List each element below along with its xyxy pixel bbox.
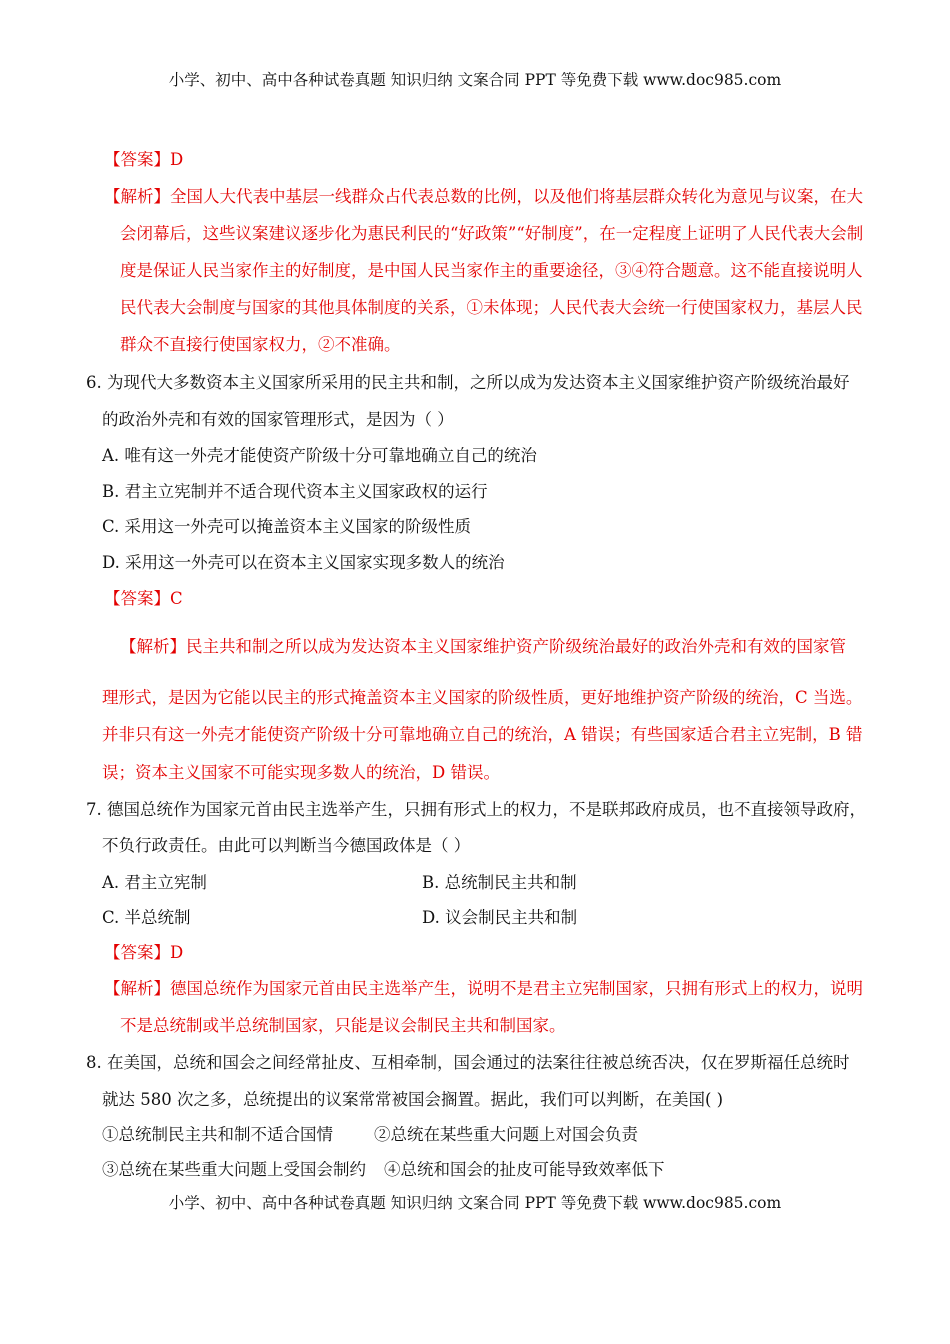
- answer-label: 【答案】D: [104, 943, 184, 962]
- question-6-stem: 6. 为现代大多数资本主义国家所采用的民主共和制，之所以成为发达资本主义国家维护资产阶级统治最好: [86, 373, 850, 392]
- question-6-stem-cont: 的政治外壳和有效的国家管理形式，是因为（ ）: [102, 410, 454, 429]
- option-b: B. 总统制民主共和制: [422, 873, 577, 892]
- statement-2: ②总统在某些重大问题上对国会负责: [374, 1125, 638, 1144]
- analysis-line: 理形式，是因为它能以民主的形式掩盖资本主义国家的阶级性质，更好地维护资产阶级的统治，C 当选。: [102, 688, 863, 707]
- option-b: B. 君主立宪制并不适合现代资本主义国家政权的运行: [102, 482, 488, 501]
- analysis-line: 【解析】民主共和制之所以成为发达资本主义国家维护资产阶级统治最好的政治外壳和有效的国家管: [120, 637, 846, 656]
- question-8-stem-cont: 就达 580 次之多，总统提出的议案常常被国会搁置。据此，我们可以判断，在美国( ): [102, 1090, 724, 1109]
- question-7-stem-cont: 不负行政责任。由此可以判断当今德国政体是（ ）: [102, 836, 471, 855]
- statement-1: ①总统制民主共和制不适合国情: [102, 1125, 333, 1144]
- analysis-line: 会闭幕后，这些议案建议逐步化为惠民利民的“好政策”“好制度”，在一定程度上证明了人民代表大会制: [120, 224, 864, 243]
- option-c: C. 采用这一外壳可以掩盖资本主义国家的阶级性质: [102, 517, 472, 536]
- option-row: [102, 1121, 638, 1145]
- analysis-line: 【解析】全国人大代表中基层一线群众占代表总数的比例，以及他们将基层群众转化为意见与议案，在大: [104, 187, 863, 206]
- analysis-line: 并非只有这一外壳才能使资产阶级十分可靠地确立自己的统治，A 错误；有些国家适合君主立宪制，B 错: [102, 725, 863, 744]
- analysis-line: 群众不直接行使国家权力，②不准确。: [120, 335, 401, 354]
- statement-3: ③总统在某些重大问题上受国会制约: [102, 1160, 366, 1179]
- question-8-stem: 8. 在美国，总统和国会之间经常扯皮、互相牵制，国会通过的法案往往被总统否决，仅在罗斯福任总统时: [86, 1053, 850, 1072]
- page-header: 小学、初中、高中各种试卷真题 知识归纳 文案合同 PPT 等免费下载 www.doc985.com: [168, 71, 782, 89]
- option-row: [102, 869, 577, 893]
- option-d: D. 采用这一外壳可以在资本主义国家实现多数人的统治: [102, 553, 505, 572]
- analysis-line: 不是总统制或半总统制国家，只能是议会制民主共和制国家。: [120, 1016, 566, 1035]
- statement-4: ④总统和国会的扯皮可能导致效率低下: [384, 1160, 665, 1179]
- answer-label: 【答案】C: [104, 589, 183, 608]
- analysis-line: 度是保证人民当家作主的好制度，是中国人民当家作主的重要途径，③④符合题意。这不能直接说明人: [120, 261, 863, 280]
- option-c: C. 半总统制: [102, 908, 191, 927]
- option-a: A. 君主立宪制: [102, 873, 207, 892]
- analysis-line: 误；资本主义国家不可能实现多数人的统治，D 错误。: [102, 763, 500, 782]
- option-d: D. 议会制民主共和制: [422, 908, 578, 927]
- answer-label: 【答案】D: [104, 150, 184, 169]
- analysis-line: 民代表大会制度与国家的其他具体制度的关系，①未体现；人民代表大会统一行使国家权力，基层人民: [120, 298, 863, 317]
- page-footer: 小学、初中、高中各种试卷真题 知识归纳 文案合同 PPT 等免费下载 www.doc985.com: [168, 1194, 782, 1212]
- option-a: A. 唯有这一外壳才能使资产阶级十分可靠地确立自己的统治: [102, 446, 537, 465]
- question-7-stem: 7. 德国总统作为国家元首由民主选举产生，只拥有形式上的权力，不是联邦政府成员，也不直接领导政府，: [86, 800, 866, 819]
- option-row: [102, 1156, 665, 1180]
- option-row: [102, 904, 578, 928]
- analysis-line: 【解析】德国总统作为国家元首由民主选举产生，说明不是君主立宪制国家，只拥有形式上的权力，说明: [104, 979, 863, 998]
